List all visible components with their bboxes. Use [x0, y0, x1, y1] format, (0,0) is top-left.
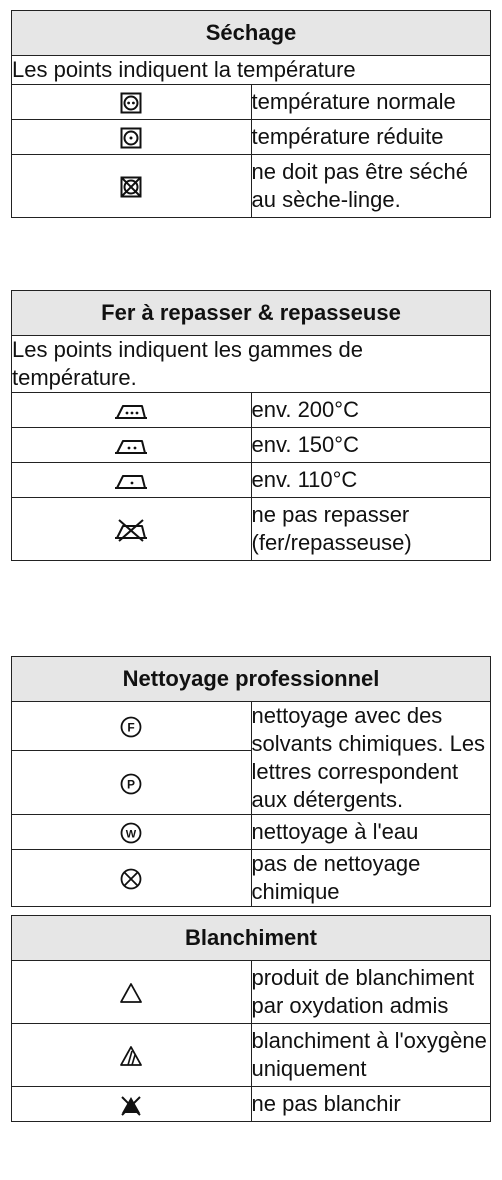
iron-one-dot-icon — [12, 463, 252, 498]
ironing-table — [11, 290, 491, 561]
circle-f-letter: F — [127, 720, 135, 735]
solvent-cleaning-text: nettoyage avec des solvants chimiques. Les lettres correspondent aux détergents. — [251, 702, 491, 815]
circle-w-icon — [12, 815, 252, 850]
wet-cleaning-text: nettoyage à l'eau — [251, 815, 491, 850]
drying-title: Séchage — [12, 11, 491, 56]
drying-table — [11, 10, 491, 218]
ironing-row-text: ne pas repasser (fer/repasseuse) — [251, 498, 491, 561]
drying-row-text: ne doit pas être séché au sèche-linge. — [251, 155, 491, 218]
triangle-icon — [12, 961, 252, 1024]
bleaching-table — [11, 915, 491, 1122]
iron-three-dots-icon — [12, 393, 252, 428]
drying-row-text: température normale — [251, 85, 491, 120]
ironing-row-text: env. 200°C — [251, 393, 491, 428]
bleaching-row-text: blanchiment à l'oxygène uniquement — [251, 1024, 491, 1087]
circle-p-icon — [12, 750, 252, 814]
no-chemical-cleaning-text: pas de nettoyage chimique — [251, 850, 491, 907]
cleaning-title: Nettoyage professionnel — [12, 657, 491, 702]
no-iron-icon — [12, 498, 252, 561]
tumble-dry-one-dot-icon — [12, 120, 252, 155]
ironing-title: Fer à repasser & repasseuse — [12, 291, 491, 336]
circle-f-icon — [12, 702, 252, 751]
ironing-row-text: env. 150°C — [251, 428, 491, 463]
bleaching-row-text: produit de blanchiment par oxydation admis — [251, 961, 491, 1024]
ironing-note: Les points indiquent les gammes de température. — [12, 336, 491, 393]
ironing-row-text: env. 110°C — [251, 463, 491, 498]
iron-two-dots-icon — [12, 428, 252, 463]
tumble-dry-two-dots-icon — [12, 85, 252, 120]
circle-w-letter: W — [126, 828, 137, 841]
drying-note: Les points indiquent la température — [12, 56, 491, 85]
drying-row-text: température réduite — [251, 120, 491, 155]
no-tumble-dry-icon — [12, 155, 252, 218]
crossed-filled-triangle-icon — [12, 1087, 252, 1122]
circle-p-letter: P — [127, 777, 136, 792]
crossed-circle-icon — [12, 850, 252, 907]
bleaching-title: Blanchiment — [12, 916, 491, 961]
striped-triangle-icon — [12, 1024, 252, 1087]
professional-cleaning-table — [11, 656, 491, 907]
bleaching-row-text: ne pas blanchir — [251, 1087, 491, 1122]
